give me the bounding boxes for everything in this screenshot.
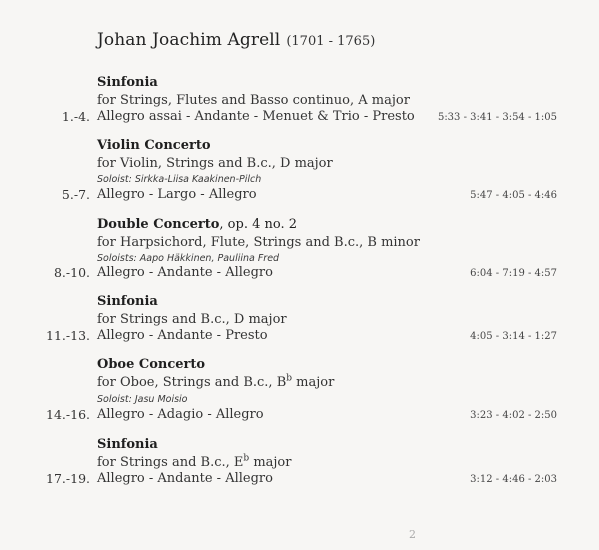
work-title: Violin Concerto (97, 138, 211, 153)
timings: 6:04 - 7:19 - 4:57 (470, 268, 557, 279)
composer-name: Johan Joachim Agrell (97, 30, 281, 50)
work-title: Sinfonia (97, 294, 158, 309)
work-scoring: for Strings and B.c., $E^b$ major (97, 453, 292, 470)
movement-list: Allegro - Andante - Presto (97, 328, 268, 343)
movement-list: Allegro assai - Andante - Menuet & Trio - Presto (97, 109, 415, 124)
work-title: Oboe Concerto (97, 357, 206, 372)
soloist-line: Soloist: Sirkka-Liisa Kaakinen-Pilch (97, 174, 262, 185)
track-numbers: 5.-7. (61, 187, 90, 202)
work-scoring: for Strings, Flutes and Basso continuo, A major (97, 93, 410, 108)
timings: 5:33 - 3:41 - 3:54 - 1:05 (437, 112, 557, 123)
soloist-line: Soloist: Jasu Moisio (97, 394, 188, 405)
timings: 4:05 - 3:14 - 1:27 (470, 331, 557, 342)
movement-list: Allegro - Adagio - Allegro (97, 407, 264, 422)
track-numbers: 1.-4. (61, 109, 90, 124)
work-scoring: for Violin, Strings and B.c., D major (97, 156, 333, 171)
work-title: Sinfonia (97, 437, 158, 452)
composer-header (97, 30, 375, 50)
timings: 5:47 - 4:05 - 4:46 (470, 190, 557, 201)
work-title: Double Concerto, op. 4 no. 2 (97, 217, 297, 232)
timings: 3:12 - 4:46 - 2:03 (470, 474, 557, 485)
work-scoring: for Oboe, Strings and B.c., $B^b$ major (97, 373, 335, 390)
track-numbers: 11.-13. (46, 328, 90, 343)
movement-list: Allegro - Andante - Allegro (97, 471, 273, 486)
soloist-line: Soloists: Aapo Häkkinen, Pauliina Fred (97, 253, 280, 264)
movement-list: Allegro - Largo - Allegro (97, 187, 257, 202)
work-title: Sinfonia (97, 75, 158, 90)
composer-dates: (1701 - 1765) (286, 34, 376, 49)
work-scoring: for Strings and B.c., D major (97, 312, 287, 327)
work-scoring: for Harpsichord, Flute, Strings and B.c., B minor (97, 235, 420, 250)
track-numbers: 14.-16. (46, 407, 90, 422)
track-numbers: 17.-19. (46, 471, 90, 486)
page-number: 2 (409, 528, 416, 541)
timings: 3:23 - 4:02 - 2:50 (470, 410, 557, 421)
track-numbers: 8.-10. (53, 265, 90, 280)
movement-list: Allegro - Andante - Allegro (97, 265, 273, 280)
